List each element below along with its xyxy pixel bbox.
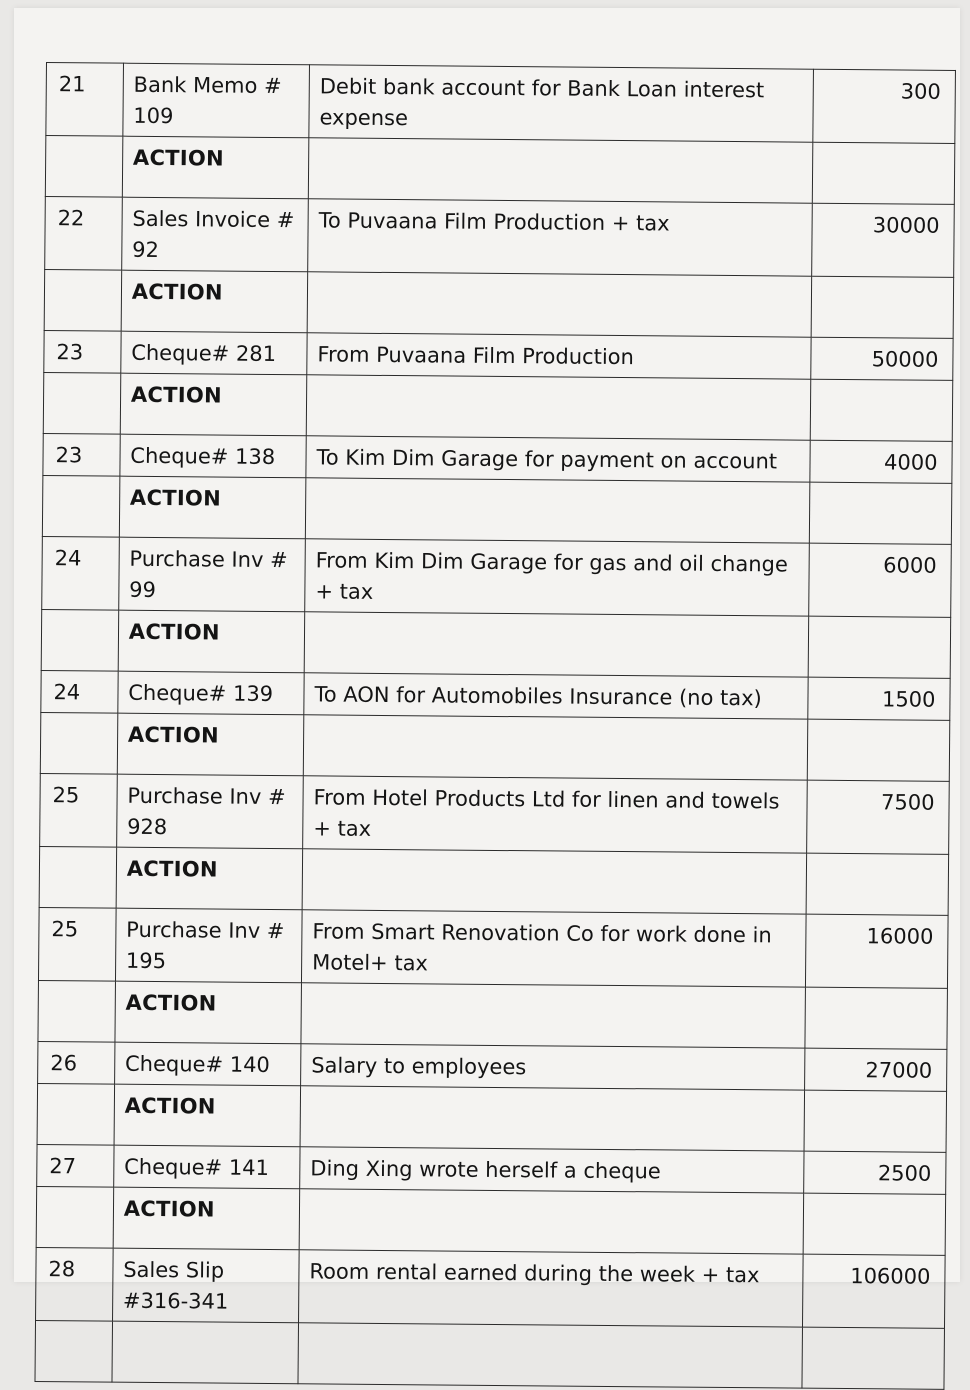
action-label: ACTION <box>114 1084 301 1147</box>
action-cell-blank <box>44 269 121 331</box>
entry-amount: 27000 <box>805 1048 947 1091</box>
action-cell-blank <box>807 719 950 781</box>
entry-reference: Cheque# 281 <box>121 331 308 375</box>
action-cell-blank <box>803 1193 946 1255</box>
entry-description: To AON for Automobiles Insurance (no tax) <box>304 673 808 719</box>
entry-description: To Puvaana Film Production + tax <box>308 199 813 276</box>
action-row <box>41 609 950 678</box>
entry-day: 21 <box>46 63 123 137</box>
action-row <box>38 980 947 1049</box>
action-cell-blank <box>812 142 955 204</box>
entry-day: 25 <box>40 773 117 847</box>
entry-description: From Smart Renovation Co for work done in Motel+ tax <box>301 910 806 987</box>
action-label: ACTION <box>113 1187 300 1250</box>
entry-amount: 2500 <box>804 1151 946 1194</box>
entry-description: Salary to employees <box>301 1044 805 1090</box>
action-cell-blank <box>307 272 811 337</box>
action-label: ACTION <box>122 136 309 199</box>
action-cell-blank <box>805 987 948 1049</box>
entry-day: 24 <box>41 670 118 713</box>
action-cell-blank <box>305 478 809 543</box>
action-cell-blank <box>809 482 952 544</box>
entry-description: From Kim Dim Garage for gas and oil change + tax <box>305 539 810 616</box>
action-label: ACTION <box>118 610 305 673</box>
paper-sheet <box>14 8 960 1314</box>
entry-reference: Cheque# 138 <box>120 434 307 478</box>
entry-description: From Hotel Products Ltd for linen and towels + tax <box>303 776 808 853</box>
transactions-table <box>34 62 955 1390</box>
entry-description: Ding Xing wrote herself a cheque <box>300 1147 804 1193</box>
action-cell-blank <box>299 1189 803 1254</box>
action-cell-blank <box>35 1320 112 1382</box>
action-cell-blank <box>40 712 117 774</box>
action-row <box>35 1320 944 1389</box>
entry-day: 28 <box>36 1247 113 1321</box>
action-cell-blank <box>811 276 954 338</box>
action-label: ACTION <box>115 981 302 1044</box>
entry-amount: 6000 <box>809 543 952 617</box>
action-cell-blank <box>38 980 115 1042</box>
action-label: ACTION <box>121 270 308 333</box>
entry-day: 27 <box>37 1144 114 1187</box>
entry-amount: 50000 <box>811 337 953 380</box>
entry-amount: 30000 <box>812 203 955 277</box>
entry-amount: 16000 <box>805 914 948 988</box>
action-cell-blank <box>43 372 120 434</box>
entry-reference: Purchase Inv # 195 <box>115 908 302 983</box>
action-cell-blank <box>300 1086 804 1151</box>
entry-amount: 1500 <box>808 677 950 720</box>
action-row <box>36 1186 945 1255</box>
action-cell-blank <box>301 983 805 1048</box>
entry-day: 25 <box>38 907 115 981</box>
action-cell-blank <box>802 1327 945 1389</box>
action-cell-blank <box>42 475 119 537</box>
action-row <box>40 712 949 781</box>
entry-day: 26 <box>38 1041 115 1084</box>
action-row <box>43 372 952 441</box>
action-cell-blank <box>298 1323 802 1388</box>
entry-amount: 4000 <box>810 440 952 483</box>
action-cell-blank <box>302 849 806 914</box>
entry-reference: Cheque# 140 <box>114 1042 301 1086</box>
entry-description: From Puvaana Film Production <box>307 333 811 379</box>
entry-row <box>36 1247 946 1328</box>
entry-amount: 7500 <box>807 780 950 854</box>
entry-reference: Purchase Inv # 928 <box>116 774 303 849</box>
entry-row <box>46 63 956 144</box>
action-cell-blank <box>306 375 810 440</box>
entry-reference: Cheque# 139 <box>118 671 305 715</box>
entry-amount: 300 <box>813 69 956 143</box>
action-cell-blank <box>303 715 807 780</box>
entry-row <box>42 536 952 617</box>
entry-amount: 106000 <box>802 1254 945 1328</box>
action-label <box>112 1321 299 1384</box>
entry-day: 24 <box>42 536 119 610</box>
action-cell-blank <box>304 612 808 677</box>
action-cell-blank <box>37 1083 114 1145</box>
action-row <box>37 1083 946 1152</box>
action-row <box>44 269 953 338</box>
action-row <box>42 475 951 544</box>
action-row <box>45 136 954 205</box>
action-cell-blank <box>810 379 953 441</box>
action-label: ACTION <box>116 847 303 910</box>
action-cell-blank <box>39 846 116 908</box>
entry-reference: Sales Invoice # 92 <box>121 197 308 272</box>
entry-day: 22 <box>45 196 122 270</box>
action-cell-blank <box>41 609 118 671</box>
action-cell-blank <box>36 1186 113 1248</box>
entry-row <box>45 196 955 277</box>
entry-day: 23 <box>44 330 121 373</box>
entry-description: To Kim Dim Garage for payment on account <box>306 436 810 482</box>
entry-reference: Cheque# 141 <box>113 1145 300 1189</box>
entry-description: Room rental earned during the week + tax <box>299 1250 804 1327</box>
action-label: ACTION <box>120 373 307 436</box>
action-cell-blank <box>808 616 951 678</box>
entry-reference: Bank Memo # 109 <box>123 63 310 138</box>
action-cell-blank <box>45 136 122 198</box>
action-label: ACTION <box>119 476 306 539</box>
entry-day: 23 <box>43 433 120 476</box>
entry-row <box>40 773 950 854</box>
action-row <box>39 846 948 915</box>
entry-reference: Purchase Inv # 99 <box>119 537 306 612</box>
entry-row <box>38 907 948 988</box>
action-cell-blank <box>806 853 949 915</box>
action-cell-blank <box>804 1090 947 1152</box>
action-cell-blank <box>308 138 812 203</box>
action-label: ACTION <box>117 713 304 776</box>
entry-reference: Sales Slip #316-341 <box>112 1248 299 1323</box>
entry-description: Debit bank account for Bank Loan interest expense <box>309 65 814 142</box>
